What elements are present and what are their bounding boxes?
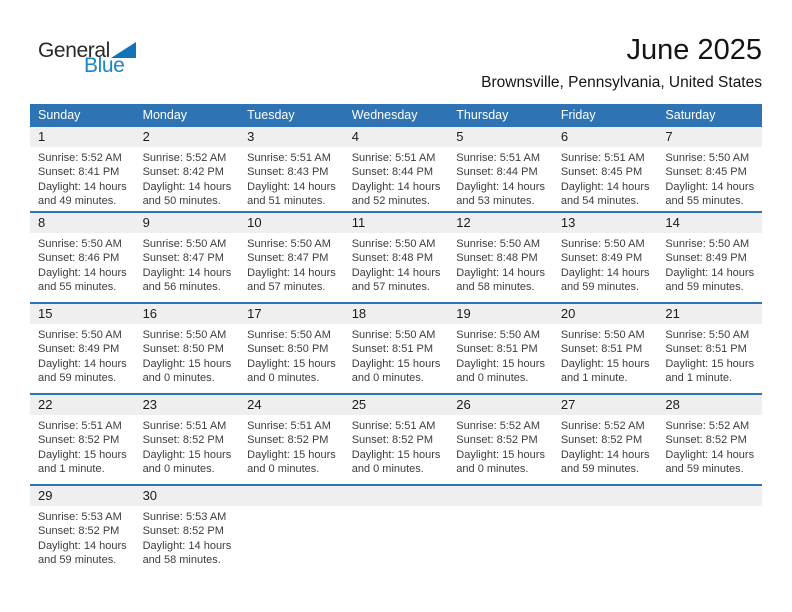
day-number-band — [30, 213, 135, 233]
day-details — [344, 233, 449, 295]
day-number-band — [344, 127, 449, 147]
day-cell-2 — [135, 127, 240, 211]
daylight-text-line2: and 56 minutes. — [142, 281, 221, 294]
day-number-band — [344, 304, 449, 324]
sunset-text: Sunset: 8:49 PM — [38, 343, 120, 356]
sunset-text: Sunset: 8:45 PM — [560, 166, 643, 179]
sunset-text: Sunset: 8:52 PM — [38, 434, 120, 447]
daylight-text-line2: and 0 minutes. — [247, 372, 320, 385]
day-details — [135, 324, 240, 386]
day-cell-30 — [135, 486, 240, 575]
sunset-text: Sunset: 8:52 PM — [142, 434, 224, 447]
daylight-text-line1: Daylight: 14 hours — [665, 180, 755, 193]
sunrise-text: Sunrise: 5:50 AM — [351, 238, 436, 250]
day-number-band — [239, 486, 344, 506]
day-number-band — [657, 486, 762, 506]
weekday-header-wednesday: Wednesday — [351, 108, 418, 122]
generalblue-logo — [38, 40, 136, 77]
sunset-text: Sunset: 8:46 PM — [38, 252, 120, 265]
week-row-1 — [30, 127, 762, 211]
daylight-text-line2: and 1 minute. — [560, 372, 628, 385]
day-cell-4 — [344, 127, 449, 211]
logo-general-text: General — [38, 39, 110, 62]
day-number-band — [448, 304, 553, 324]
daylight-text-line2: and 0 minutes. — [456, 372, 529, 385]
sunrise-text: Sunrise: 5:50 AM — [247, 329, 331, 341]
day-number-band — [657, 127, 762, 147]
day-details — [448, 324, 553, 386]
day-details — [344, 324, 449, 386]
sunrise-text: Sunrise: 5:51 AM — [38, 420, 122, 432]
sunrise-text: Sunrise: 5:51 AM — [247, 420, 331, 432]
sunrise-text: Sunrise: 5:50 AM — [665, 152, 750, 164]
day-number: 24 — [247, 397, 262, 412]
day-cell-27 — [553, 395, 658, 484]
week-row-4 — [30, 393, 762, 484]
daylight-text-line2: and 55 minutes. — [38, 281, 117, 294]
daylight-text-line2: and 59 minutes. — [38, 372, 117, 385]
day-cell-15 — [30, 304, 135, 393]
daylight-text-line1: Daylight: 14 hours — [38, 357, 127, 370]
daylight-text-line2: and 59 minutes. — [38, 554, 117, 567]
sunset-text: Sunset: 8:45 PM — [665, 166, 747, 179]
day-number: 12 — [456, 215, 471, 230]
daylight-text-line1: Daylight: 14 hours — [351, 266, 441, 279]
sunrise-text: Sunrise: 5:51 AM — [351, 152, 436, 164]
daylight-text-line2: and 57 minutes. — [247, 281, 326, 294]
empty-cell — [448, 486, 553, 575]
day-details — [239, 233, 344, 295]
daylight-text-line2: and 53 minutes. — [456, 195, 535, 208]
sunrise-text: Sunrise: 5:51 AM — [456, 152, 541, 164]
day-number: 3 — [247, 129, 255, 144]
day-number: 6 — [560, 129, 569, 144]
daylight-text-line2: and 58 minutes. — [142, 554, 221, 567]
daylight-text-line2: and 57 minutes. — [351, 281, 430, 294]
sunset-text: Sunset: 8:52 PM — [560, 434, 643, 447]
sunrise-text: Sunrise: 5:50 AM — [247, 238, 331, 250]
sunrise-text: Sunrise: 5:50 AM — [560, 329, 645, 341]
daylight-text-line1: Daylight: 14 hours — [247, 180, 336, 193]
sunrise-text: Sunrise: 5:50 AM — [456, 329, 541, 341]
day-cell-3 — [239, 127, 344, 211]
sunset-text: Sunset: 8:50 PM — [142, 343, 224, 356]
daylight-text-line1: Daylight: 15 hours — [247, 448, 336, 461]
day-number: 5 — [456, 129, 464, 144]
day-details — [135, 233, 240, 295]
calendar-table — [30, 104, 762, 575]
daylight-text-line1: Daylight: 14 hours — [38, 180, 127, 193]
daylight-text-line2: and 55 minutes. — [665, 195, 744, 208]
daylight-text-line1: Daylight: 15 hours — [247, 357, 336, 370]
day-cell-28 — [657, 395, 762, 484]
daylight-text-line1: Daylight: 15 hours — [351, 357, 441, 370]
sunrise-text: Sunrise: 5:51 AM — [351, 420, 436, 432]
daylight-text-line2: and 59 minutes. — [560, 463, 640, 476]
daylight-text-line2: and 0 minutes. — [351, 463, 424, 476]
day-cell-21 — [657, 304, 762, 393]
day-number-band — [135, 213, 240, 233]
sunset-text: Sunset: 8:44 PM — [351, 166, 434, 179]
day-number: 14 — [665, 215, 680, 230]
day-number: 21 — [665, 306, 680, 321]
day-details — [135, 415, 240, 477]
day-number: 2 — [142, 129, 150, 144]
daylight-text-line2: and 52 minutes. — [351, 195, 430, 208]
weekday-header-tuesday: Tuesday — [247, 108, 295, 122]
sunrise-text: Sunrise: 5:52 AM — [560, 420, 645, 432]
day-number-band — [448, 486, 553, 506]
day-details — [553, 324, 658, 386]
sunset-text: Sunset: 8:51 PM — [560, 343, 643, 356]
logo-blue-text: Blue — [84, 54, 125, 77]
sunset-text: Sunset: 8:48 PM — [351, 252, 434, 265]
day-number-band — [239, 304, 344, 324]
daylight-text-line1: Daylight: 14 hours — [247, 266, 336, 279]
day-cell-11 — [344, 213, 449, 302]
weekday-header-row — [30, 104, 762, 127]
day-details — [239, 415, 344, 477]
sunset-text: Sunset: 8:51 PM — [351, 343, 434, 356]
weekday-header-sunday: Sunday — [38, 108, 81, 122]
daylight-text-line1: Daylight: 14 hours — [142, 539, 232, 552]
daylight-text-line1: Daylight: 15 hours — [142, 357, 232, 370]
week-row-3 — [30, 302, 762, 393]
weekday-header-monday: Monday — [142, 108, 188, 122]
daylight-text-line1: Daylight: 14 hours — [38, 266, 127, 279]
sunset-text: Sunset: 8:51 PM — [456, 343, 538, 356]
daylight-text-line1: Daylight: 15 hours — [456, 357, 545, 370]
sunset-text: Sunset: 8:52 PM — [665, 434, 747, 447]
day-number-band — [135, 127, 240, 147]
day-details — [553, 233, 658, 295]
daylight-text-line2: and 1 minute. — [38, 463, 105, 476]
day-cell-5 — [448, 127, 553, 211]
page-header — [30, 0, 762, 104]
daylight-text-line1: Daylight: 15 hours — [665, 357, 755, 370]
day-details — [448, 147, 553, 209]
day-details — [448, 233, 553, 295]
day-number: 29 — [38, 488, 53, 503]
day-number-band — [135, 486, 240, 506]
sunrise-text: Sunrise: 5:50 AM — [142, 329, 227, 341]
daylight-text-line2: and 59 minutes. — [665, 463, 744, 476]
day-number: 23 — [142, 397, 158, 412]
day-number-band — [553, 213, 658, 233]
sunrise-text: Sunrise: 5:50 AM — [665, 238, 750, 250]
day-number-band — [239, 127, 344, 147]
weekday-header-thursday: Thursday — [456, 108, 509, 122]
day-cell-13 — [553, 213, 658, 302]
day-details — [239, 147, 344, 209]
sunrise-text: Sunrise: 5:52 AM — [456, 420, 541, 432]
day-cell-9 — [135, 213, 240, 302]
day-cell-24 — [239, 395, 344, 484]
day-number-band — [344, 395, 449, 415]
daylight-text-line2: and 0 minutes. — [142, 372, 215, 385]
weekday-header-saturday: Saturday — [665, 108, 716, 122]
day-number: 16 — [142, 306, 158, 321]
day-number: 30 — [142, 488, 158, 503]
day-number-band — [344, 486, 449, 506]
weeks-container — [30, 127, 762, 575]
sunrise-text: Sunrise: 5:51 AM — [560, 152, 645, 164]
day-number: 19 — [456, 306, 471, 321]
day-cell-26 — [448, 395, 553, 484]
sunrise-text: Sunrise: 5:51 AM — [142, 420, 227, 432]
day-number-band — [657, 213, 762, 233]
daylight-text-line1: Daylight: 14 hours — [351, 180, 441, 193]
sunrise-text: Sunrise: 5:50 AM — [38, 238, 122, 250]
daylight-text-line2: and 58 minutes. — [456, 281, 535, 294]
empty-cell — [344, 486, 449, 575]
day-details — [657, 324, 762, 386]
day-cell-1 — [30, 127, 135, 211]
empty-cell — [657, 486, 762, 575]
sunset-text: Sunset: 8:44 PM — [456, 166, 538, 179]
day-details — [448, 415, 553, 477]
sunrise-text: Sunrise: 5:50 AM — [665, 329, 750, 341]
day-details — [344, 147, 449, 209]
day-details — [657, 233, 762, 295]
day-details — [30, 233, 135, 295]
day-number: 11 — [351, 215, 366, 230]
sunset-text: Sunset: 8:50 PM — [247, 343, 329, 356]
day-cell-29 — [30, 486, 135, 575]
daylight-text-line2: and 59 minutes. — [665, 281, 744, 294]
day-number-band — [135, 304, 240, 324]
day-number-band — [239, 395, 344, 415]
day-cell-16 — [135, 304, 240, 393]
day-cell-20 — [553, 304, 658, 393]
day-number-band — [30, 395, 135, 415]
day-number: 8 — [38, 215, 46, 230]
daylight-text-line2: and 0 minutes. — [142, 463, 215, 476]
daylight-text-line1: Daylight: 14 hours — [38, 539, 127, 552]
weekday-header-friday: Friday — [560, 108, 596, 122]
daylight-text-line1: Daylight: 15 hours — [38, 448, 127, 461]
daylight-text-line1: Daylight: 14 hours — [560, 266, 650, 279]
day-details — [30, 324, 135, 386]
day-cell-8 — [30, 213, 135, 302]
sunset-text: Sunset: 8:51 PM — [665, 343, 747, 356]
day-details — [553, 147, 658, 209]
sunset-text: Sunset: 8:52 PM — [38, 525, 120, 538]
sunrise-text: Sunrise: 5:53 AM — [38, 511, 122, 523]
daylight-text-line1: Daylight: 15 hours — [560, 357, 650, 370]
sunset-text: Sunset: 8:52 PM — [456, 434, 538, 447]
day-number: 28 — [665, 397, 680, 412]
day-cell-14 — [657, 213, 762, 302]
day-number-band — [448, 127, 553, 147]
sunrise-text: Sunrise: 5:52 AM — [665, 420, 750, 432]
daylight-text-line1: Daylight: 14 hours — [665, 448, 755, 461]
day-number-band — [657, 395, 762, 415]
sunset-text: Sunset: 8:52 PM — [142, 525, 224, 538]
daylight-text-line1: Daylight: 15 hours — [351, 448, 441, 461]
day-details — [553, 415, 658, 477]
sunset-text: Sunset: 8:43 PM — [247, 166, 329, 179]
sunset-text: Sunset: 8:42 PM — [142, 166, 224, 179]
daylight-text-line2: and 59 minutes. — [560, 281, 640, 294]
day-cell-23 — [135, 395, 240, 484]
day-number: 22 — [38, 397, 53, 412]
sunset-text: Sunset: 8:47 PM — [142, 252, 224, 265]
day-details — [30, 415, 135, 477]
day-details — [135, 147, 240, 209]
day-number-band — [448, 395, 553, 415]
daylight-text-line2: and 0 minutes. — [351, 372, 424, 385]
day-number: 13 — [560, 215, 576, 230]
daylight-text-line2: and 49 minutes. — [38, 195, 117, 208]
day-number: 7 — [665, 129, 673, 144]
day-cell-19 — [448, 304, 553, 393]
day-details — [135, 506, 240, 568]
daylight-text-line1: Daylight: 14 hours — [456, 266, 545, 279]
day-details — [239, 324, 344, 386]
sunrise-text: Sunrise: 5:52 AM — [38, 152, 122, 164]
sunrise-text: Sunrise: 5:50 AM — [38, 329, 122, 341]
sunrise-text: Sunrise: 5:50 AM — [351, 329, 436, 341]
daylight-text-line1: Daylight: 14 hours — [665, 266, 755, 279]
empty-cell — [553, 486, 658, 575]
daylight-text-line1: Daylight: 14 hours — [142, 180, 232, 193]
day-details — [657, 147, 762, 209]
day-number: 27 — [560, 397, 576, 412]
day-cell-12 — [448, 213, 553, 302]
sunrise-text: Sunrise: 5:50 AM — [456, 238, 541, 250]
day-cell-25 — [344, 395, 449, 484]
day-details — [344, 415, 449, 477]
daylight-text-line1: Daylight: 15 hours — [142, 448, 232, 461]
day-number-band — [553, 304, 658, 324]
sunset-text: Sunset: 8:52 PM — [247, 434, 329, 447]
day-cell-17 — [239, 304, 344, 393]
day-number: 25 — [351, 397, 367, 412]
day-cell-22 — [30, 395, 135, 484]
day-cell-10 — [239, 213, 344, 302]
day-cell-6 — [553, 127, 658, 211]
daylight-text-line2: and 51 minutes. — [247, 195, 326, 208]
sunset-text: Sunset: 8:48 PM — [456, 252, 538, 265]
daylight-text-line1: Daylight: 15 hours — [456, 448, 545, 461]
daylight-text-line1: Daylight: 14 hours — [560, 180, 650, 193]
day-cell-7 — [657, 127, 762, 211]
day-number-band — [448, 213, 553, 233]
day-number-band — [239, 213, 344, 233]
sunset-text: Sunset: 8:49 PM — [665, 252, 747, 265]
daylight-text-line2: and 0 minutes. — [247, 463, 320, 476]
week-row-5 — [30, 484, 762, 575]
month-title: June 2025 — [626, 34, 762, 66]
day-number: 10 — [247, 215, 262, 230]
day-number: 9 — [142, 215, 150, 230]
daylight-text-line2: and 1 minute. — [665, 372, 733, 385]
title-block — [481, 34, 762, 92]
day-number: 20 — [560, 306, 576, 321]
day-number-band — [657, 304, 762, 324]
day-number: 17 — [247, 306, 262, 321]
day-number: 1 — [38, 129, 46, 144]
daylight-text-line1: Daylight: 14 hours — [142, 266, 232, 279]
day-details — [30, 147, 135, 209]
daylight-text-line1: Daylight: 14 hours — [456, 180, 545, 193]
sunrise-text: Sunrise: 5:50 AM — [560, 238, 645, 250]
day-number: 15 — [38, 306, 53, 321]
day-number-band — [553, 127, 658, 147]
day-number-band — [30, 127, 135, 147]
sunrise-text: Sunrise: 5:50 AM — [142, 238, 227, 250]
sunset-text: Sunset: 8:47 PM — [247, 252, 329, 265]
day-number: 4 — [351, 129, 359, 144]
daylight-text-line2: and 0 minutes. — [456, 463, 529, 476]
sunset-text: Sunset: 8:52 PM — [351, 434, 434, 447]
day-number-band — [344, 213, 449, 233]
day-details — [30, 506, 135, 568]
day-number-band — [30, 486, 135, 506]
day-number-band — [30, 304, 135, 324]
daylight-text-line1: Daylight: 14 hours — [560, 448, 650, 461]
empty-cell — [239, 486, 344, 575]
day-details — [657, 415, 762, 477]
day-number-band — [553, 486, 658, 506]
sunrise-text: Sunrise: 5:52 AM — [142, 152, 227, 164]
day-cell-18 — [344, 304, 449, 393]
daylight-text-line2: and 54 minutes. — [560, 195, 640, 208]
week-row-2 — [30, 211, 762, 302]
day-number: 26 — [456, 397, 471, 412]
day-number-band — [135, 395, 240, 415]
day-number-band — [553, 395, 658, 415]
sunset-text: Sunset: 8:41 PM — [38, 166, 120, 179]
daylight-text-line2: and 50 minutes. — [142, 195, 221, 208]
day-number: 18 — [351, 306, 367, 321]
location-subtitle: Brownsville, Pennsylvania, United States — [481, 74, 762, 91]
sunrise-text: Sunrise: 5:51 AM — [247, 152, 331, 164]
sunset-text: Sunset: 8:49 PM — [560, 252, 643, 265]
sunrise-text: Sunrise: 5:53 AM — [142, 511, 227, 523]
